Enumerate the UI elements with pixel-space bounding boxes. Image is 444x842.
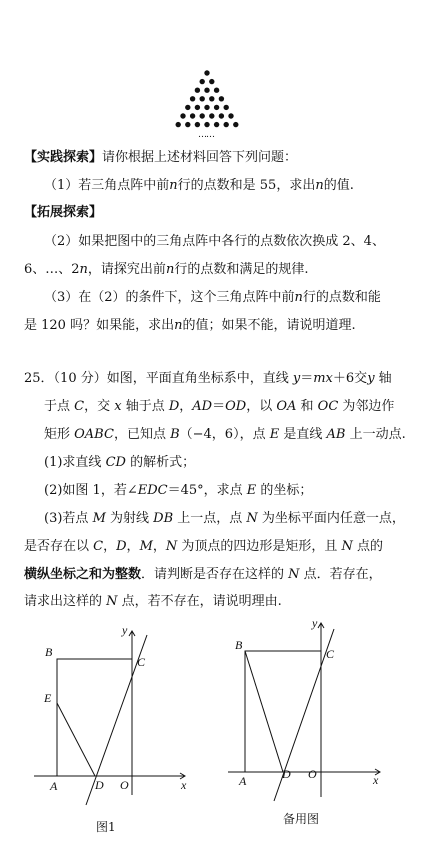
triangle-dot [176,122,181,127]
figure-2 [220,615,444,815]
triangle-dot [214,88,219,93]
triangle-dot [200,79,205,84]
problem-25-line-2: 于点 C，交 x 轴于点 D，AD＝OD，以 OA 和 OC 为邻边作 [44,399,395,414]
triangle-dot [200,113,205,118]
part-1-line: (1)求直线 CD 的解析式； [44,455,196,470]
fig2-label-c: C [326,647,335,661]
triangle-dot [214,122,219,127]
question-2-line-1: （2）如果把图中的三角点阵中各行的点数依次换成 2、4、 [44,234,385,249]
fig2-label-d: D [282,767,291,781]
triangle-dot-array [0,0,444,150]
fig2-segment-bd [245,651,283,772]
part-3-line-4: 请求出这样的 N 点，若不存在，请说明理由. [24,594,282,609]
triangle-dot [224,105,229,110]
triangle-dot [204,88,209,93]
figure-2-caption: 备用图 [283,812,320,826]
fig1-rectangle-oabc [57,659,132,776]
fig1-label-b: B [45,645,53,659]
triangle-dot [200,96,205,101]
fig1-label-e: E [44,691,52,705]
triangle-dot [190,113,195,118]
part-3-line-2: 是否存在以 C，D，M，N 为顶点的四边形是矩形，且 N 点的 [24,539,384,554]
triangle-dot [219,113,224,118]
fig2-label-o: O [308,767,317,781]
fig1-label-d: D [95,778,104,792]
triangle-dot [224,122,229,127]
practice-heading: 【实践探索】 [24,150,103,165]
triangle-dot [180,113,185,118]
triangle-dot [214,105,219,110]
triangle-ellipsis: …… [198,130,214,140]
fig2-label-x: x [373,773,379,787]
fig1-segment-ed [57,703,95,776]
part-3-line-1: (3)若点 M 为射线 DB 上一点，点 N 为坐标平面内任意一点， [44,511,405,526]
problem-25-line-1: 25．（10 分）如图，平面直角坐标系中，直线 y＝mx＋6交y 轴 [24,371,392,386]
fig1-label-x: x [181,778,187,792]
triangle-dot [204,105,209,110]
triangle-dot [228,113,233,118]
triangle-dot [219,96,224,101]
fig1-label-c: C [137,655,146,669]
question-3-line-1: （3）在（2）的条件下，这个三角点阵中前n行的点数和能 [44,290,381,305]
extension-heading: 【拓展探索】 [24,205,103,220]
problem-25-line-3: 矩形 OABC，已知点 B（−4，6），点 E 是直线 AB 上一动点. [44,427,406,442]
fig1-label-y: y [122,623,128,637]
part-2-line: (2)如图 1，若∠EDC＝45°，求点 E 的坐标； [44,483,313,498]
question-1-line: （1）若三角点阵中前n行的点数和是 55，求出n的值. [44,178,354,193]
figure-1 [0,615,220,815]
triangle-dot [209,113,214,118]
triangle-dot [209,96,214,101]
fig1-label-a: A [50,779,58,793]
fig2-rectangle-oabc [245,651,321,772]
triangle-dot [195,105,200,110]
triangle-dot [185,122,190,127]
triangle-dot [195,122,200,127]
fig1-label-o: O [120,778,129,792]
triangle-dot [233,122,238,127]
triangle-dot [204,70,209,75]
triangle-dot [195,88,200,93]
part-3-line-3: 横纵坐标之和为整数．请判断是否存在这样的 N 点．若存在， [24,567,382,582]
triangle-dot [204,122,209,127]
question-3-line-2: 是 120 吗？如果能，求出n的值；如果不能，请说明道理. [24,318,356,333]
fig2-label-y: y [312,616,318,630]
fig2-label-b: B [235,638,243,652]
extension-heading-line [24,204,434,222]
practice-heading-line: 【实践探索】请你根据上述材料回答下列问题： [24,150,298,165]
triangle-dot [209,79,214,84]
question-2-line-2: 6、…、2n，请探究出前n行的点数和满足的规律. [24,262,309,277]
figure-1-caption: 图1 [96,820,116,834]
triangle-dot [185,105,190,110]
fig2-label-a: A [239,774,247,788]
triangle-dot [190,96,195,101]
